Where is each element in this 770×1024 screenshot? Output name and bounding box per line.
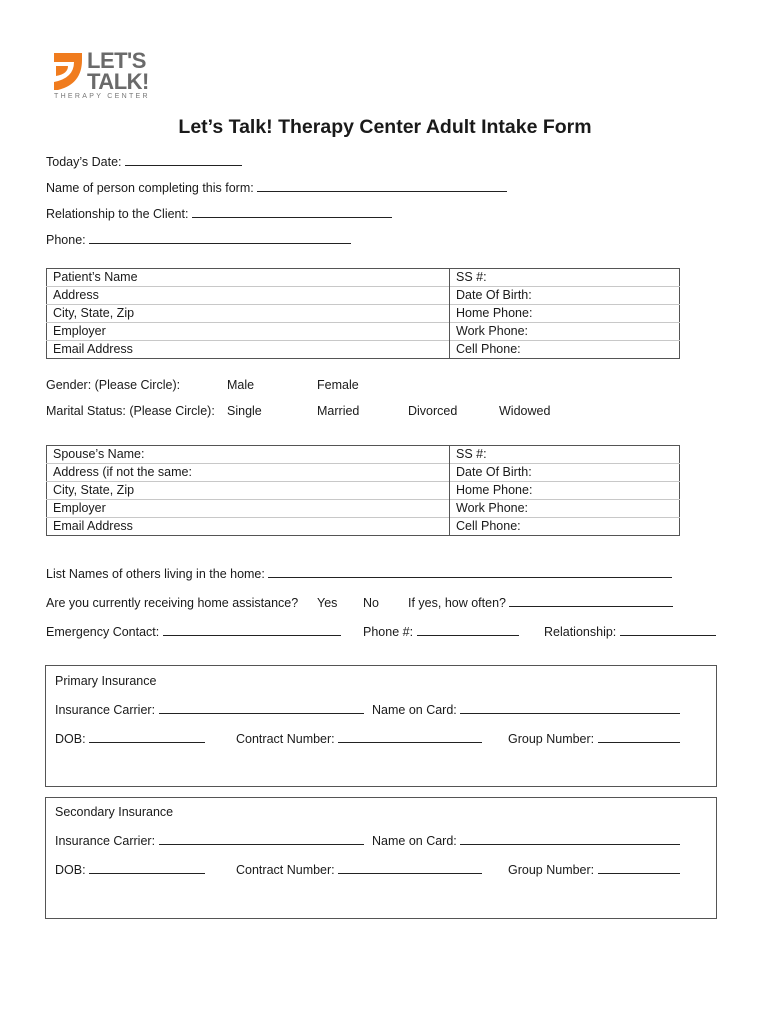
table-row [47, 287, 680, 305]
secondary-contract-line[interactable] [338, 862, 482, 874]
emergency-phone-line[interactable] [417, 624, 519, 636]
emergency-contact-line[interactable] [163, 624, 341, 636]
employer-cell[interactable]: Employer [47, 323, 450, 341]
secondary-dob-line[interactable] [89, 862, 205, 874]
logo-wordmark-line2: TALK! [87, 69, 149, 94]
secondary-carrier-line[interactable] [159, 833, 364, 845]
logo-subtitle: THERAPY CENTER [54, 93, 150, 100]
gender-option-female[interactable]: Female [317, 378, 359, 392]
emergency-relationship-row [544, 624, 716, 640]
secondary-group-line[interactable] [598, 862, 680, 874]
table-row [47, 446, 680, 464]
primary-name-on-card-label: Name on Card: [372, 703, 457, 717]
primary-carrier-row [55, 702, 364, 718]
person-completing-label: Name of person completing this form: [46, 181, 254, 195]
patient-info-table [46, 268, 680, 359]
marital-option-single[interactable]: Single [227, 404, 262, 418]
primary-carrier-label: Insurance Carrier: [55, 703, 156, 717]
phone-row [46, 232, 351, 248]
marital-option-divorced[interactable]: Divorced [408, 404, 458, 418]
primary-name-on-card-line[interactable] [460, 702, 680, 714]
primary-insurance-heading: Primary Insurance [55, 674, 157, 688]
spouse-dob-cell[interactable]: Date Of Birth: [450, 464, 680, 482]
person-completing-line[interactable] [257, 180, 507, 192]
secondary-dob-label: DOB: [55, 863, 86, 877]
home-phone-cell[interactable]: Home Phone: [450, 305, 680, 323]
work-phone-cell[interactable]: Work Phone: [450, 323, 680, 341]
assistance-yes[interactable]: Yes [317, 596, 338, 610]
dob-cell[interactable]: Date Of Birth: [450, 287, 680, 305]
spouse-email-cell[interactable]: Email Address [47, 518, 450, 536]
spouse-city-state-zip-cell[interactable]: City, State, Zip [47, 482, 450, 500]
phone-line[interactable] [89, 232, 351, 244]
table-row [47, 305, 680, 323]
primary-group-line[interactable] [598, 731, 680, 743]
how-often-row [408, 595, 673, 611]
spouse-work-phone-cell[interactable]: Work Phone: [450, 500, 680, 518]
table-row [47, 482, 680, 500]
emergency-relationship-line[interactable] [620, 624, 716, 636]
emergency-phone-row [363, 624, 519, 640]
primary-carrier-line[interactable] [159, 702, 364, 714]
table-row [47, 518, 680, 536]
patient-name-cell[interactable]: Patient’s Name [53, 270, 138, 284]
gender-option-male[interactable]: Male [227, 378, 255, 392]
todays-date-row [46, 154, 242, 170]
primary-dob-row [55, 731, 205, 747]
spouse-info-table [46, 445, 680, 536]
emergency-contact-label: Emergency Contact: [46, 625, 160, 639]
primary-contract-line[interactable] [338, 731, 482, 743]
table-row [47, 464, 680, 482]
primary-name-on-card-row [372, 702, 680, 718]
table-row [47, 341, 680, 359]
todays-date-line[interactable] [125, 154, 242, 166]
address-cell[interactable]: Address [47, 287, 450, 305]
primary-group-row [508, 731, 680, 747]
person-completing-row [46, 180, 507, 196]
how-often-label: If yes, how often? [408, 596, 506, 610]
relationship-client-label: Relationship to the Client: [46, 207, 189, 221]
cell-phone-cell[interactable]: Cell Phone: [450, 341, 680, 359]
assistance-no[interactable]: No [363, 596, 379, 610]
table-row [47, 269, 680, 287]
spouse-address-cell[interactable]: Address (if not the same: [47, 464, 450, 482]
secondary-contract-row [236, 862, 482, 878]
spouse-home-phone-cell[interactable]: Home Phone: [450, 482, 680, 500]
emergency-relationship-label: Relationship: [544, 625, 617, 639]
city-state-zip-cell[interactable]: City, State, Zip [47, 305, 450, 323]
secondary-name-on-card-line[interactable] [460, 833, 680, 845]
secondary-name-on-card-label: Name on Card: [372, 834, 457, 848]
marital-option-married[interactable]: Married [317, 404, 360, 418]
secondary-name-on-card-row [372, 833, 680, 849]
spouse-cell-phone-cell[interactable]: Cell Phone: [450, 518, 680, 536]
relationship-client-line[interactable] [192, 206, 392, 218]
spouse-ss-cell[interactable]: SS #: [450, 446, 680, 464]
assistance-label: Are you currently receiving home assistance? [46, 596, 299, 610]
logo-wordmark-line1: LET'S [87, 48, 146, 73]
secondary-carrier-label: Insurance Carrier: [55, 834, 156, 848]
primary-contract-row [236, 731, 482, 747]
others-line[interactable] [268, 566, 672, 578]
table-row [47, 323, 680, 341]
primary-dob-label: DOB: [55, 732, 86, 746]
secondary-group-label: Group Number: [508, 863, 595, 877]
secondary-group-row [508, 862, 680, 878]
gender-label: Gender: (Please Circle): [46, 378, 181, 392]
primary-dob-line[interactable] [89, 731, 205, 743]
primary-group-label: Group Number: [508, 732, 595, 746]
marital-label: Marital Status: (Please Circle): [46, 404, 215, 418]
spouse-employer-cell[interactable]: Employer [47, 500, 450, 518]
emergency-phone-label: Phone #: [363, 625, 414, 639]
secondary-carrier-row [55, 833, 364, 849]
secondary-insurance-heading: Secondary Insurance [55, 805, 174, 819]
page-title: Let’s Talk! Therapy Center Adult Intake Form [178, 116, 592, 138]
phone-label: Phone: [46, 233, 86, 247]
emergency-row [46, 624, 341, 640]
spouse-name-cell[interactable]: Spouse’s Name: [53, 447, 145, 461]
todays-date-label: Today’s Date: [46, 155, 122, 169]
ss-cell[interactable]: SS #: [450, 269, 680, 287]
secondary-dob-row [55, 862, 205, 878]
relationship-client-row [46, 206, 392, 222]
table-row [47, 500, 680, 518]
others-label: List Names of others living in the home: [46, 567, 265, 581]
email-cell[interactable]: Email Address [47, 341, 450, 359]
primary-contract-label: Contract Number: [236, 732, 335, 746]
secondary-contract-label: Contract Number: [236, 863, 335, 877]
others-row [46, 566, 672, 582]
marital-option-widowed[interactable]: Widowed [499, 404, 551, 418]
how-often-line[interactable] [509, 595, 673, 607]
